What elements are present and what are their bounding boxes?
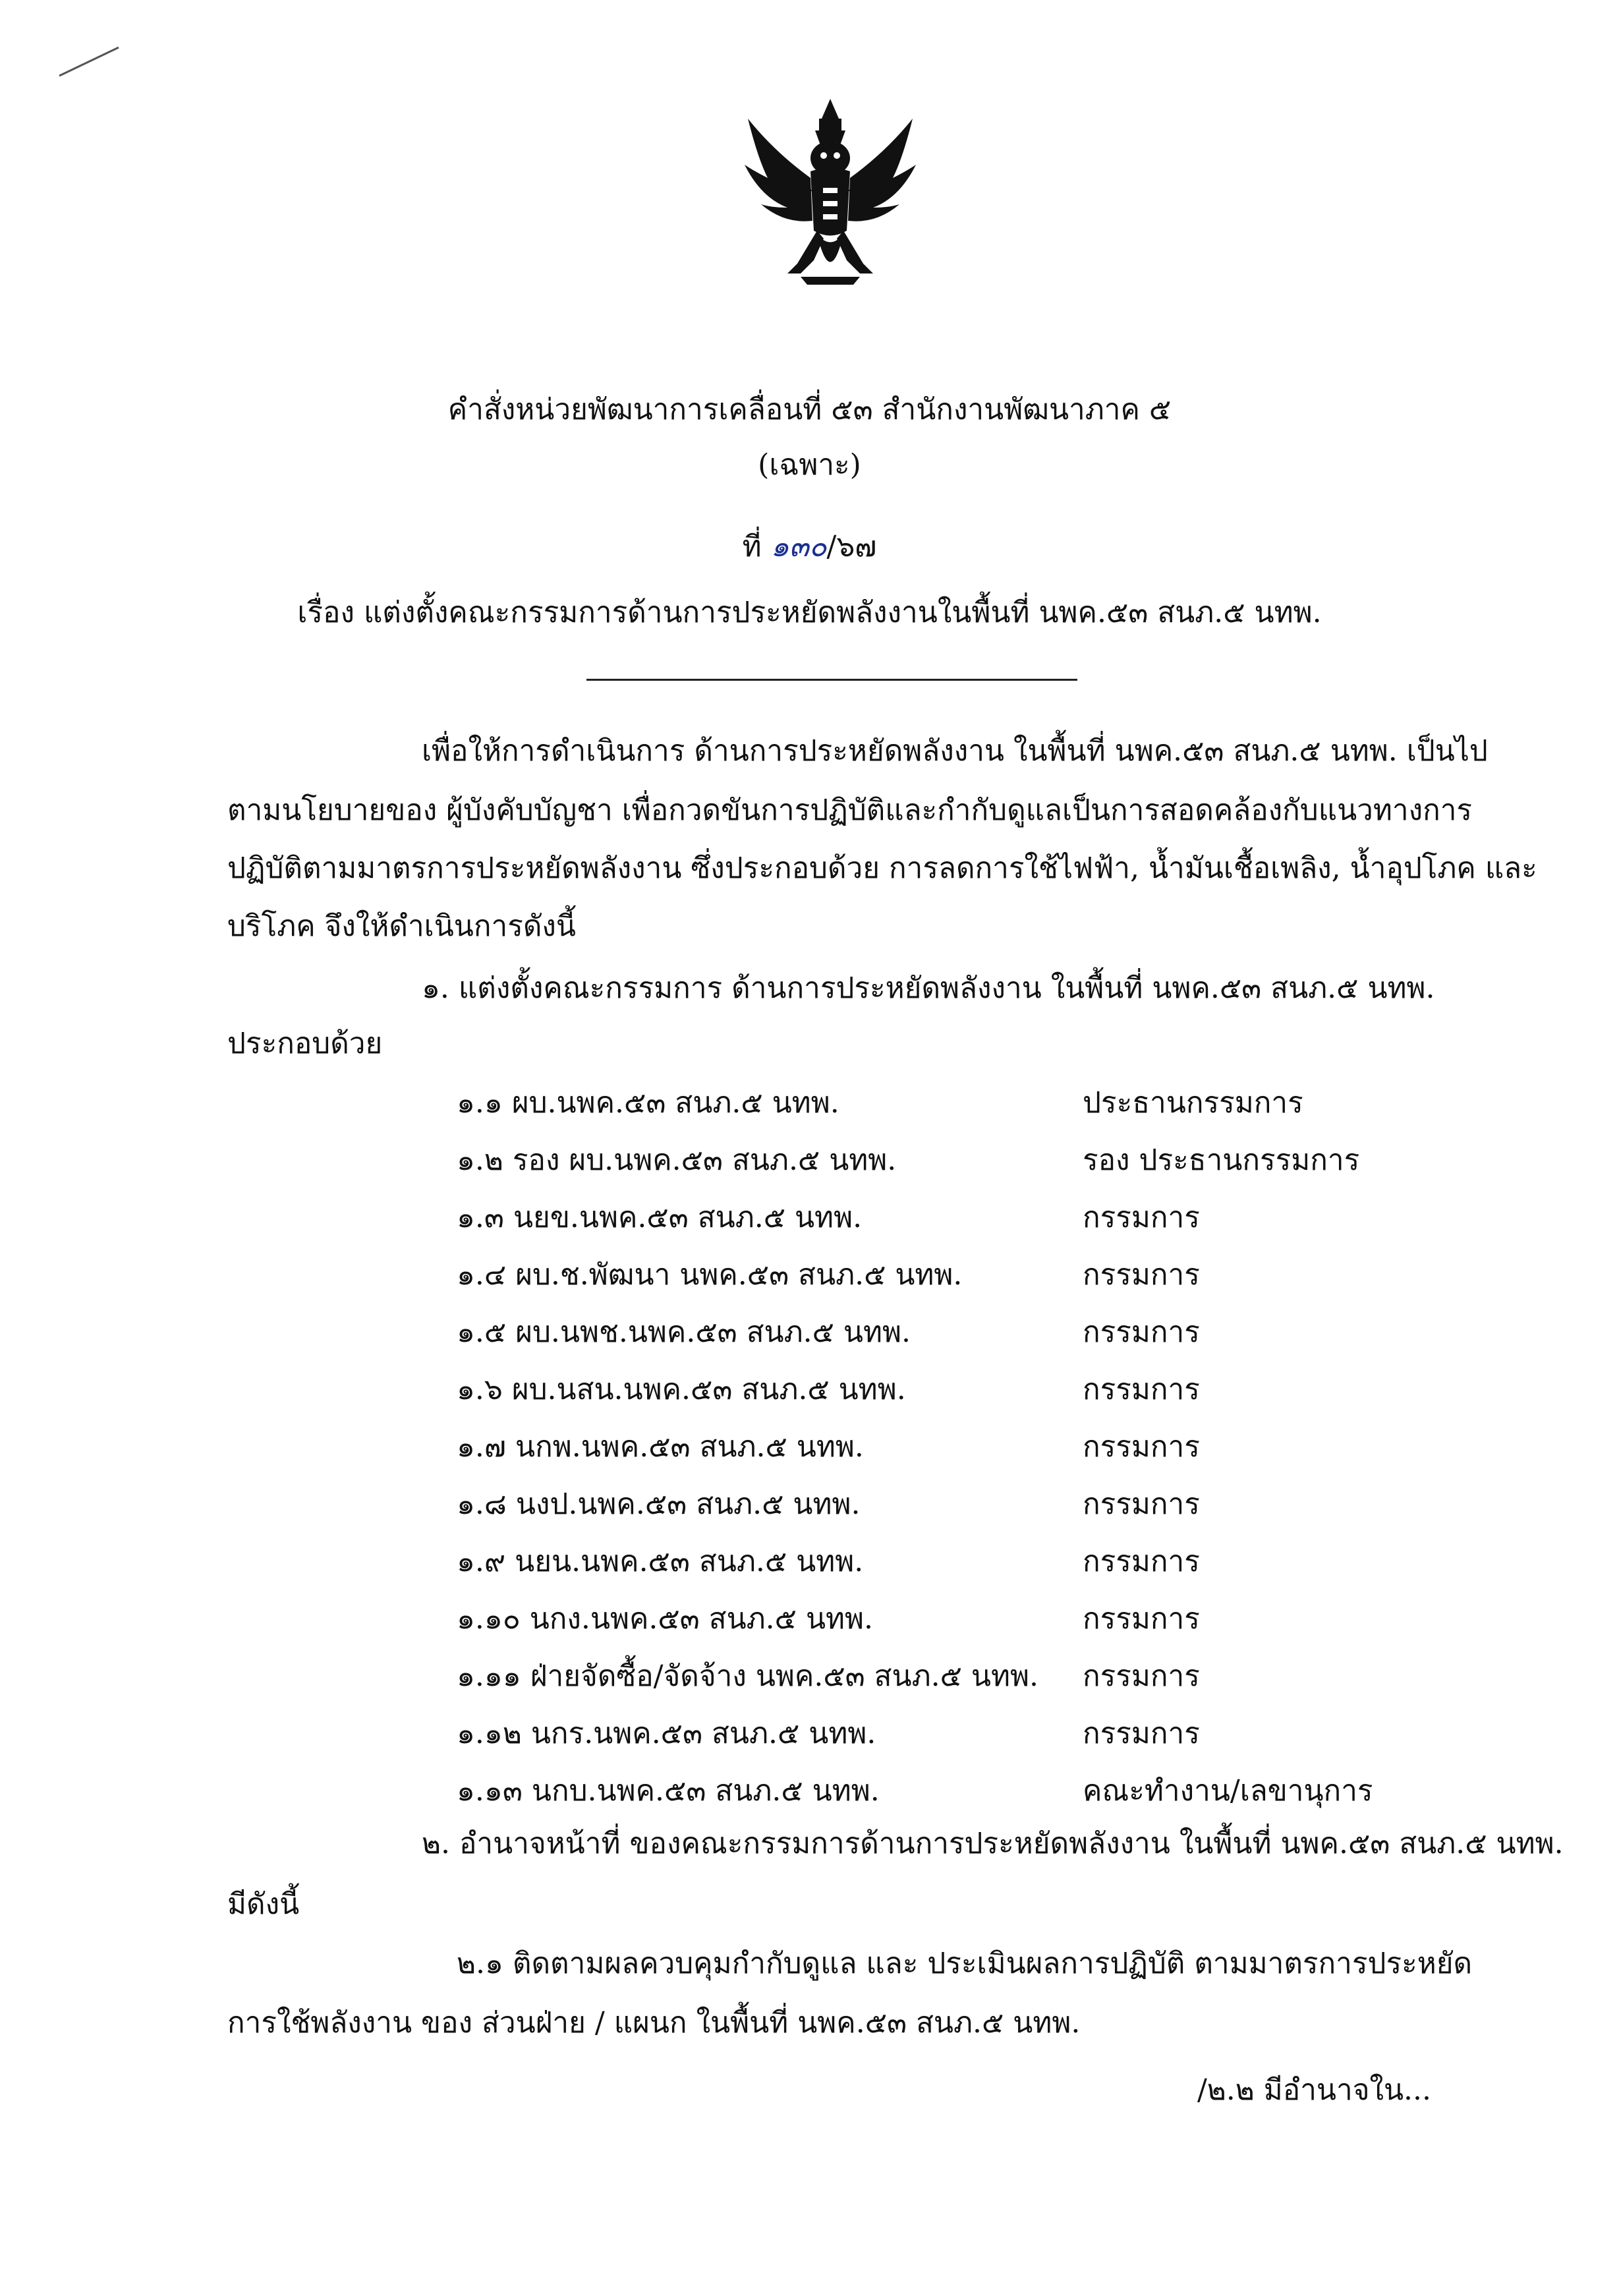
intro-line-2: ตามนโยบายของ ผู้บังคับบัญชา เพื่อกวดขันการปฏิบัติและกำกับดูแลเป็นการสอดคล้องกับแนวทางการ bbox=[227, 793, 1473, 827]
intro-line-4: บริโภค จึงให้ดำเนินการดังนี้ bbox=[227, 909, 576, 943]
member-name: ๑.๑๑ ฝ่ายจัดซื้อ/จัดจ้าง นพค.๕๓ สนภ.๕ นทพ. bbox=[457, 1659, 1038, 1693]
intro-line-3: ปฏิบัติตามมาตรการประหยัดพลังงาน ซึ่งประกอบด้วย การลดการใช้ไฟฟ้า, น้ำมันเชื้อเพลิง, น้ำอุปโภค และ bbox=[227, 851, 1537, 885]
subject-divider bbox=[586, 679, 1077, 681]
member-role: คณะทำงาน/เลขานุการ bbox=[1083, 1774, 1373, 1808]
order-number-suffix: /๖๗ bbox=[826, 530, 877, 563]
continuation-note: /๒.๒ มีอำนาจใน... bbox=[1197, 2073, 1431, 2107]
member-role: กรรมการ bbox=[1083, 1602, 1200, 1636]
pen-mark bbox=[53, 40, 125, 86]
member-role: กรรมการ bbox=[1083, 1430, 1200, 1464]
member-role: กรรมการ bbox=[1083, 1487, 1200, 1521]
item1-line-1: ๑. แต่งตั้งคณะกรรมการ ด้านการประหยัดพลังงาน ในพื้นที่ นพค.๕๓ สนภ.๕ นทพ. bbox=[422, 971, 1435, 1005]
member-name: ๑.๑ ผบ.นพค.๕๓ สนภ.๕ นทพ. bbox=[457, 1086, 839, 1120]
member-role: ประธานกรรมการ bbox=[1083, 1086, 1303, 1120]
member-name: ๑.๔ ผบ.ช.พัฒนา นพค.๕๓ สนภ.๕ นทพ. bbox=[457, 1258, 963, 1292]
item21-line-1: ๒.๑ ติดตามผลควบคุมกำกับดูแล และ ประเมินผลการปฏิบัติ ตามมาตรการประหยัด bbox=[457, 1947, 1473, 1980]
intro-line-1: เพื่อให้การดำเนินการ ด้านการประหยัดพลังงาน ในพื้นที่ นพค.๕๓ สนภ.๕ นทพ. เป็นไป bbox=[422, 734, 1488, 768]
order-issuer-heading: คำสั่งหน่วยพัฒนาการเคลื่อนที่ ๕๓ สำนักงานพัฒนาภาค ๕ bbox=[447, 393, 1172, 426]
item21-line-2: การใช้พลังงาน ของ ส่วนฝ่าย / แผนก ในพื้นที่ นพค.๕๓ สนภ.๕ นทพ. bbox=[227, 2006, 1081, 2040]
member-role: กรรมการ bbox=[1083, 1315, 1200, 1349]
garuda-emblem-icon bbox=[735, 92, 926, 297]
member-role: กรรมการ bbox=[1083, 1201, 1200, 1234]
member-name: ๑.๑๐ นกง.นพค.๕๓ สนภ.๕ นทพ. bbox=[457, 1602, 874, 1636]
member-role: กรรมการ bbox=[1083, 1717, 1200, 1750]
member-name: ๑.๖ ผบ.นสน.นพค.๕๓ สนภ.๕ นทพ. bbox=[457, 1373, 906, 1406]
item2-line-2: มีดังนี้ bbox=[227, 1887, 300, 1921]
member-name: ๑.๓ นยข.นพค.๕๓ สนภ.๕ นทพ. bbox=[457, 1201, 863, 1234]
member-name: ๑.๑๒ นกร.นพค.๕๓ สนภ.๕ นทพ. bbox=[457, 1717, 876, 1750]
member-role: รอง ประธานกรรมการ bbox=[1083, 1143, 1360, 1177]
order-number-handwritten: ๑๓๐ bbox=[770, 530, 827, 563]
member-name: ๑.๘ นงป.นพค.๕๓ สนภ.๕ นทพ. bbox=[457, 1487, 861, 1521]
item2-line-1: ๒. อำนาจหน้าที่ ของคณะกรรมการด้านการประหยัดพลังงาน ในพื้นที่ นพค.๕๓ สนภ.๕ นทพ. bbox=[422, 1827, 1564, 1860]
classification-label: (เฉพาะ) bbox=[758, 448, 861, 482]
order-number-prefix: ที่ bbox=[742, 530, 762, 563]
order-number bbox=[0, 527, 1619, 567]
member-role: กรรมการ bbox=[1083, 1258, 1200, 1292]
member-name: ๑.๙ นยน.นพค.๕๓ สนภ.๕ นทพ. bbox=[457, 1545, 864, 1578]
member-role: กรรมการ bbox=[1083, 1545, 1200, 1578]
member-name: ๑.๗ นกพ.นพค.๕๓ สนภ.๕ นทพ. bbox=[457, 1430, 864, 1464]
member-name: ๑.๕ ผบ.นพช.นพค.๕๓ สนภ.๕ นทพ. bbox=[457, 1315, 911, 1349]
member-role: กรรมการ bbox=[1083, 1659, 1200, 1693]
member-name: ๑.๒ รอง ผบ.นพค.๕๓ สนภ.๕ นทพ. bbox=[457, 1143, 897, 1177]
member-name: ๑.๑๓ นกบ.นพค.๕๓ สนภ.๕ นทพ. bbox=[457, 1774, 880, 1808]
member-role: กรรมการ bbox=[1083, 1373, 1200, 1406]
order-subject: เรื่อง แต่งตั้งคณะกรรมการด้านการประหยัดพลังงานในพื้นที่ นพค.๕๓ สนภ.๕ นทพ. bbox=[297, 596, 1322, 629]
item1-line-2: ประกอบด้วย bbox=[227, 1027, 383, 1060]
